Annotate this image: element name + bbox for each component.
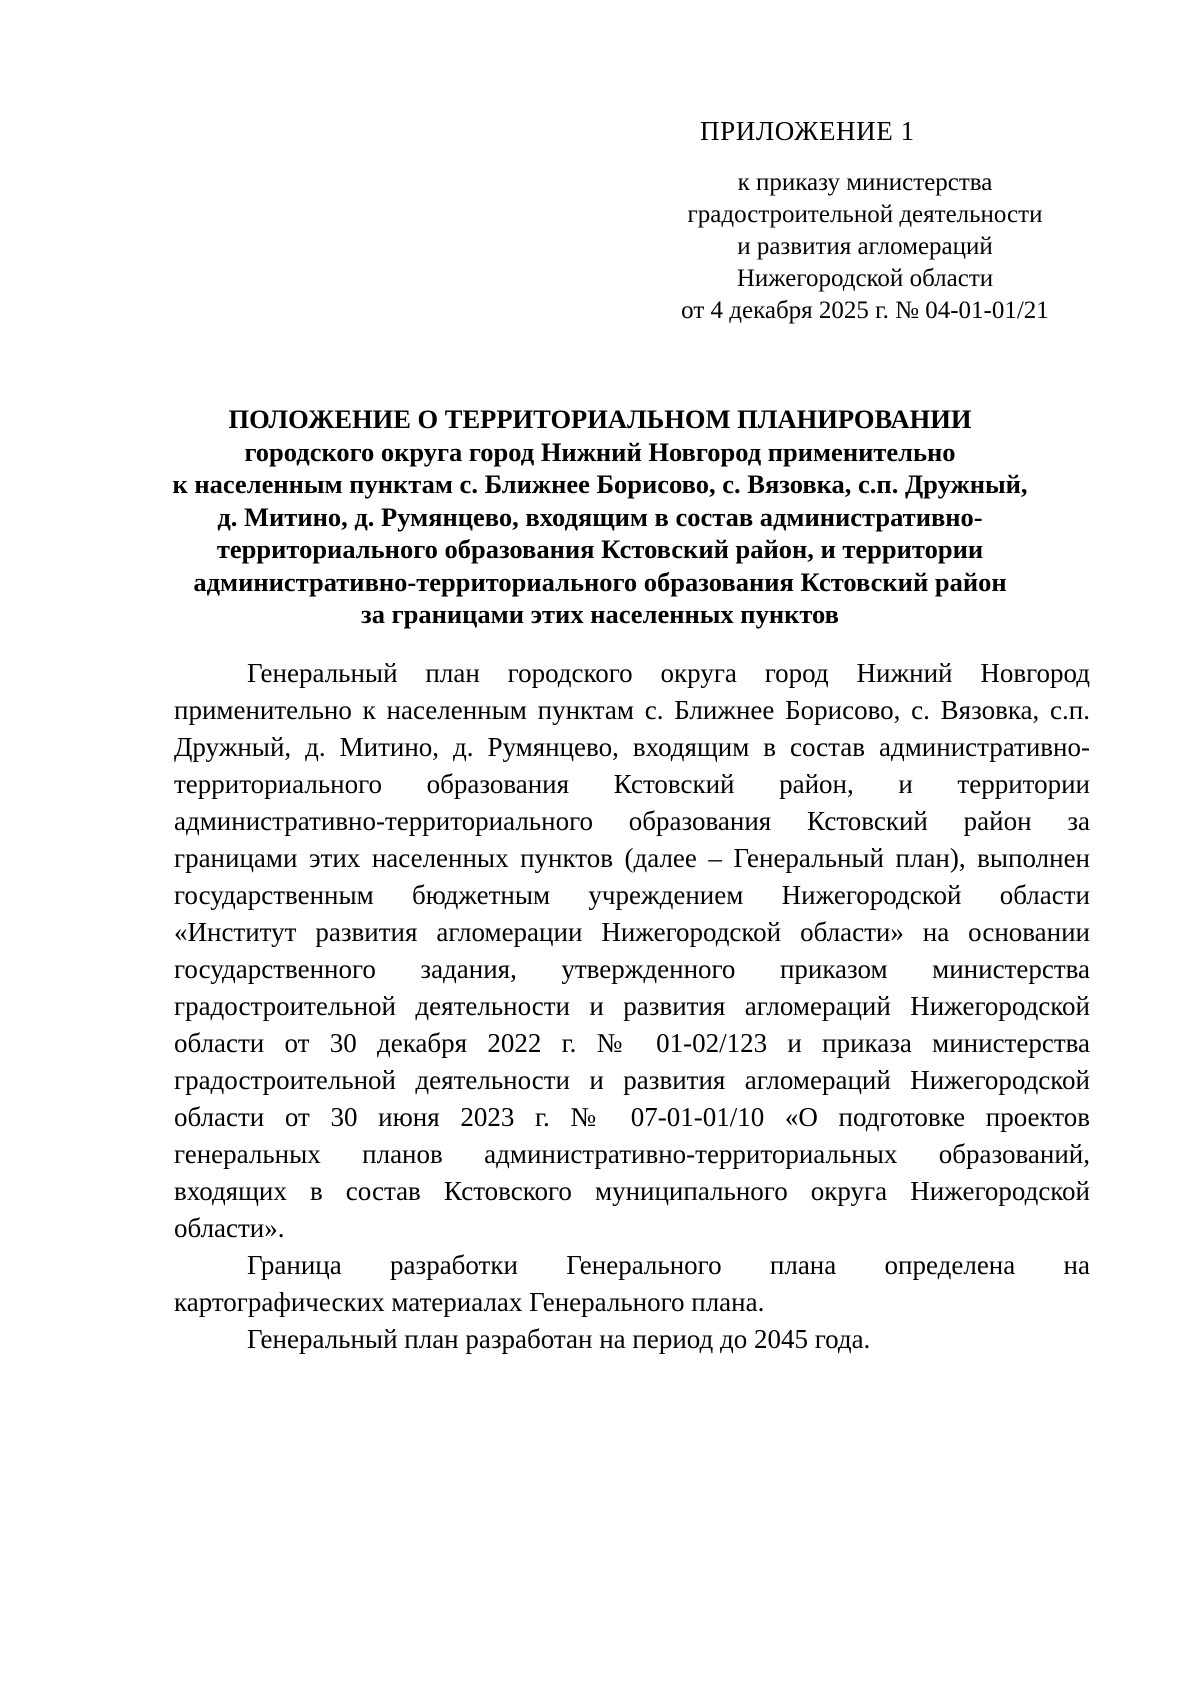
heading-line: городского округа город Нижний Новгород применительно [244,436,956,467]
heading-line: за границами этих населенных пунктов [361,599,839,629]
body-paragraph: Генеральный план разработан на период до 2045 года. [247,1324,871,1354]
appendix-title: ПРИЛОЖЕНИЕ 1 [700,116,915,146]
appendix-line: градостроительной деятельности [687,201,1043,228]
heading-line: д. Митино, д. Румянцево, входящим в состав административно- [217,501,983,532]
document-heading [130,403,1070,631]
appendix-line: к приказу министерства [737,169,993,196]
heading-line: административно-территориального образования Кстовский район [193,566,1007,597]
heading-line: к населенным пунктам с. Ближнее Борисово, с. Вязовка, с.п. Дружный, [172,469,1028,499]
body-paragraph: Граница разработки Генерального плана определена на картографических материалах Генерального плана. [174,1250,1090,1317]
heading-line: территориального образования Кстовский район, и территории [216,534,984,564]
appendix-order-reference [600,167,1130,327]
heading-title: ПОЛОЖЕНИЕ О ТЕРРИТОРИАЛЬНОМ ПЛАНИРОВАНИИ [228,404,972,434]
appendix-order-date-number: от 4 декабря 2025 г. № 04-01-01/21 [681,297,1049,324]
document-body [174,655,1090,1358]
body-paragraph: Генеральный план городского округа город Нижний Новгород применительно к населенным пунктам с. Ближнее Борисово, с. Вязовка, с.п. Дружный, д. Митино, д. Румянцево, входящим в состав административно-территориального образования Кстовский район, и территории административно-территориального образования Кстовский район за границами этих населенных пунктов (далее – Генеральный план), выполнен государственным бюджетным учреждением Нижегородской области «Институт развития агломерации Нижегородской области» на основании государственного задания, утвержденного приказом министерства градостроительной деятельности и развития агломераций Нижегородской области от 30 декабря 2022 г. № 01-02/123 и приказа министерства градостроительной деятельности и развития агломераций Нижегородской области от 30 июня 2023 г. № 07-01-01/10 «О подготовке проектов генеральных планов административно-территориальных образований, входящих в состав Кстовского муниципального округа Нижегородской области». [174,658,1090,1243]
appendix-line: Нижегородской области [736,265,994,292]
appendix-line: и развития агломераций [737,233,993,260]
